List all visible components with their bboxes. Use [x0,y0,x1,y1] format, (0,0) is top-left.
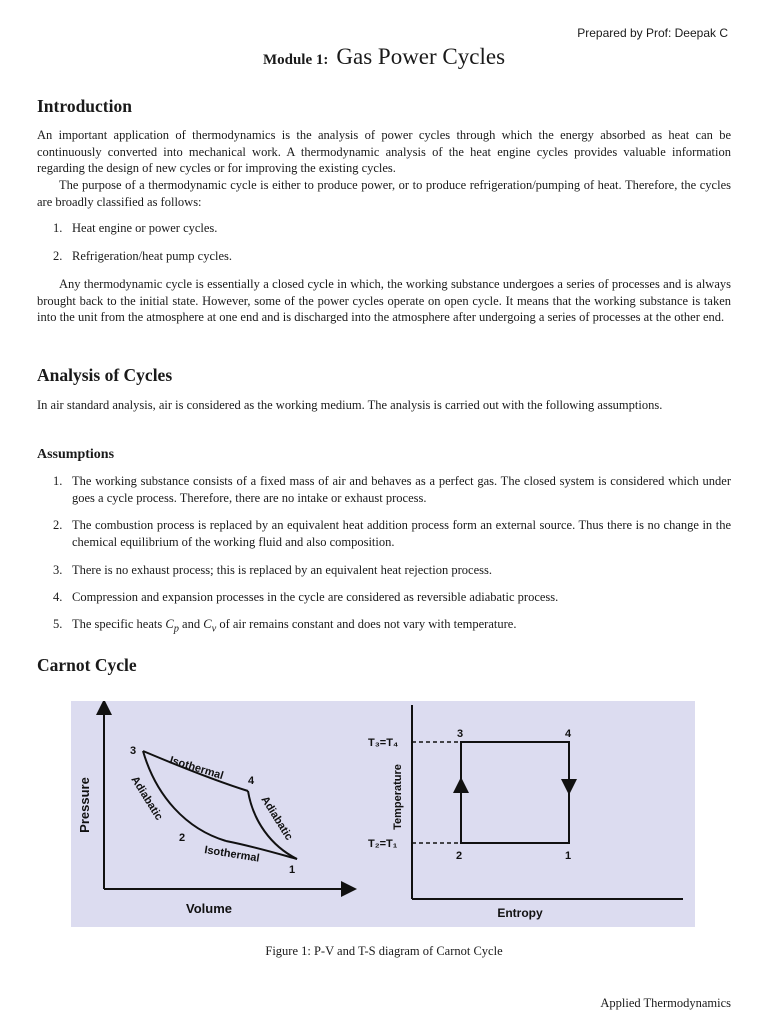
heading-assumptions: Assumptions [37,447,115,462]
carnot-diagrams [71,701,695,927]
pv-point-3: 3 [130,745,137,757]
title-text: Gas Power Cycles [336,44,506,69]
list-item: 2. Refrigeration/heat pump cycles. [53,249,233,263]
prepared-by: Prepared by Prof: Deepak C [577,26,728,40]
ts-cycle [461,742,569,843]
list-item: 1. Heat engine or power cycles. [53,221,218,235]
pv-point-2: 2 [179,832,186,844]
ts-diagram [368,705,683,920]
pv-label-adiabatic-left: Adiabatic [128,774,165,823]
ts-thigh: T₃=T₄ [368,737,399,749]
list-item: 2. The combustion process is replaced by an equivalent heat addition process form an external source. Thus there is no change in the chemical equilibrium of the working fluid and also composition. [53,518,731,549]
page-title [0,44,768,70]
intro-paragraph-1: An important application of thermodynamics is the analysis of power cycles through which the energy absorbed as heat can be continuously converted into mechanical work. A thermodynamic analysis of the heat engine cycles provides valuable information regarding the design of new cycles or for improving the existing cycles. [37,128,731,175]
pv-diagram [77,707,349,916]
ts-point-1: 1 [565,850,572,862]
list-item: 4. Compression and expansion processes in the cycle are considered as reversible adiabatic process. [53,590,559,604]
ts-point-3: 3 [457,728,464,740]
module-label: Module 1: [262,52,329,68]
intro-paragraph-2: The purpose of a thermodynamic cycle is either to produce power, or to produce refrigeration/pumping of heat. Therefore, the cycles are broadly classified as follows: [37,178,731,209]
ts-tlow: T₂=T₁ [368,838,398,850]
ts-point-4: 4 [565,728,572,740]
pv-xlabel: Volume [186,901,232,916]
ts-point-2: 2 [456,850,463,862]
analysis-paragraph: In air standard analysis, air is considered as the working medium. The analysis is carried out with the following assumptions. [37,398,663,412]
heading-introduction: Introduction [37,96,132,116]
ts-ylabel: Temperature [392,764,404,830]
ts-xlabel: Entropy [497,906,543,920]
pv-label-isothermal-top: Isothermal [168,754,225,783]
intro-paragraph-3: Any thermodynamic cycle is essentially a closed cycle in which, the working substance undergoes a series of processes and is always brought back to the initial state. However, some of the power cycles operate on open cycle. It means that the working substance is taken into the unit from the atmosphere at one end and is discharged into the atmosphere after undergoing a series of processes at the other end. [37,277,731,324]
footer-text: Applied Thermodynamics [600,996,731,1010]
pv-point-1: 1 [289,864,296,876]
pv-label-adiabatic-right: Adiabatic [258,794,295,843]
list-item: 5. The specific heats $C_p$ and $C_v$ of air remains constant and does not vary with temperature. [53,617,517,635]
heading-carnot: Carnot Cycle [37,655,137,675]
pv-label-isothermal-bottom: Isothermal [203,844,261,865]
heading-analysis: Analysis of Cycles [37,365,173,385]
pv-ylabel: Pressure [77,777,92,833]
carnot-figure [71,701,695,927]
figure-caption: Figure 1: P-V and T-S diagram of Carnot Cycle [265,944,503,958]
pv-point-4: 4 [248,775,255,787]
list-item: 3. There is no exhaust process; this is replaced by an equivalent heat rejection process. [53,563,492,577]
list-item: 1. The working substance consists of a fixed mass of air and behaves as a perfect gas. The closed system is considered which under goes a cycle process. Therefore, there are no intake or exhaust process. [53,474,731,505]
